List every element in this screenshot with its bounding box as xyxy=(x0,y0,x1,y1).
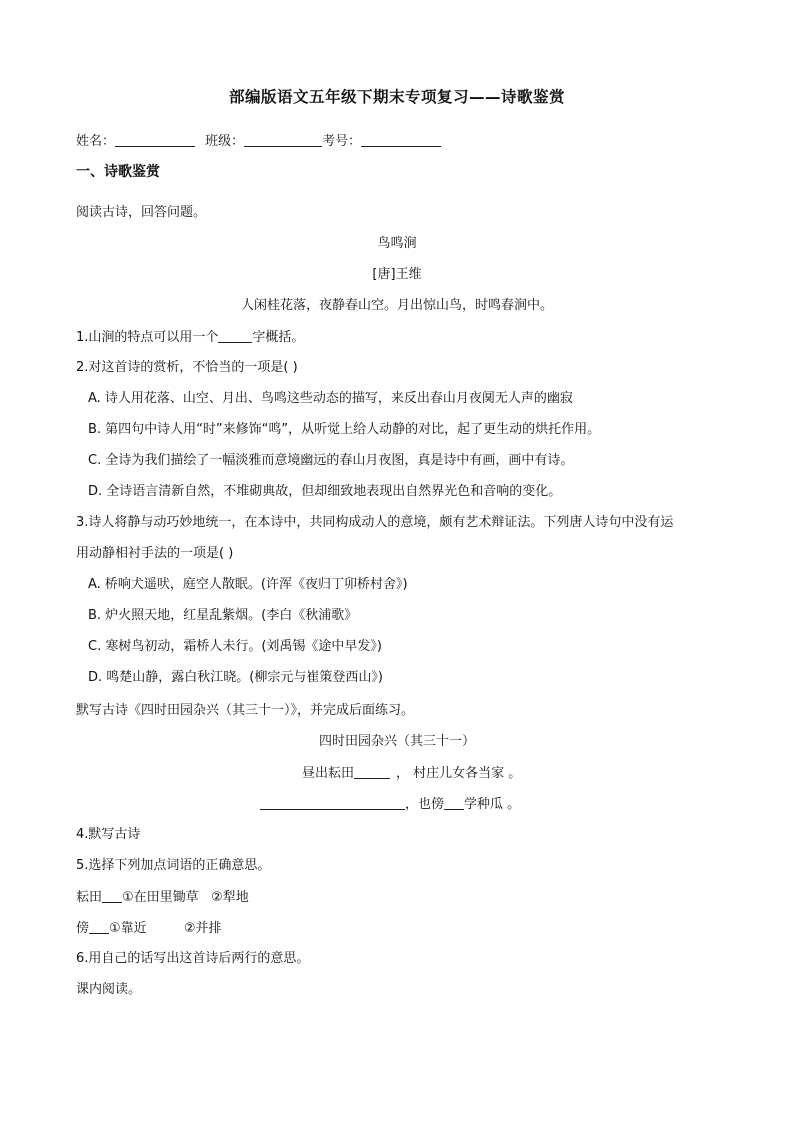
instruction-read-poem: 阅读古诗，回答问题。 xyxy=(76,205,207,220)
instruction-class-reading: 课内阅读。 xyxy=(76,982,142,997)
question-1-blank[interactable] xyxy=(218,328,252,343)
poem2-title: 四时田园杂兴（其三十一） xyxy=(318,734,475,749)
question-3-option-b: B. 炉火照天地，红星乱紫烟。(李白《秋浦歌》 xyxy=(88,608,358,623)
question-5-item-1 xyxy=(76,888,249,907)
poem2-line2 xyxy=(260,795,520,814)
question-4: 4.默写古诗 xyxy=(76,827,141,842)
question-5-item-2-word: 傍 xyxy=(76,921,90,936)
question-2-stem: 2.对这首诗的赏析，不恰当的一项是( ) xyxy=(76,360,298,375)
poem2-line1-blank[interactable] xyxy=(354,764,390,779)
question-2-option-c: C. 全诗为我们描绘了一幅淡雅而意境幽远的春山月夜图，真是诗中有画，画中有诗。 xyxy=(88,453,574,468)
question-5-item-2 xyxy=(76,919,222,938)
question-6: 6.用自己的话写出这首诗后两行的意思。 xyxy=(76,951,310,966)
question-3-stem-line2: 用动静相衬手法的一项是( ) xyxy=(76,546,234,561)
question-3-option-c: C. 寒树鸟初动，霜桥人未行。(刘禹锡《途中早发》) xyxy=(88,639,382,654)
name-label: 姓名： xyxy=(76,134,116,149)
question-3-stem-line1: 3.诗人将静与动巧妙地统一，在本诗中，共同构成动人的意境，颇有艺术辩证法。下列唐人诗句中没有运 xyxy=(76,515,674,530)
student-info-line xyxy=(76,132,441,151)
name-blank[interactable] xyxy=(115,132,195,147)
question-5-item-2-blank[interactable] xyxy=(89,919,109,934)
exam-blank[interactable] xyxy=(361,132,441,147)
question-5-item-1-choices: ①在田里锄草 ②犁地 xyxy=(122,890,249,905)
question-2-option-b: B. 第四句中诗人用“时”来修饰“鸣”，从听觉上给人动静的对比，起了更生动的烘托作用。 xyxy=(88,422,601,437)
poem2-line2-end: 学种瓜 。 xyxy=(464,797,521,812)
question-5-item-2-choices: ①靠近 ②并排 xyxy=(109,921,222,936)
class-label: 班级： xyxy=(205,134,245,149)
question-2-option-a: A. 诗人用花落、山空、月出、鸟鸣这些动态的描写，来反出春山月夜阒无人声的幽寂 xyxy=(88,391,573,406)
poem2-line1-end: ， 村庄儿女各当家 。 xyxy=(396,766,522,781)
question-3-option-a: A. 桥响犬遥吠，庭空人散眠。(许浑《夜归丁卯桥村舍》) xyxy=(88,577,408,592)
question-5: 5.选择下列加点词语的正确意思。 xyxy=(76,858,271,873)
page-title: 部编版语文五年级下期末专项复习——诗歌鉴赏 xyxy=(228,88,565,106)
poem2-line2-blank-2[interactable] xyxy=(444,795,464,810)
question-1-text-after: 字概括。 xyxy=(252,330,305,345)
instruction-dictation: 默写古诗《四时田园杂兴（其三十一）》，并完成后面练习。 xyxy=(76,703,415,718)
class-blank[interactable] xyxy=(244,132,322,147)
question-5-item-1-blank[interactable] xyxy=(102,888,122,903)
question-5-item-1-word: 耘田 xyxy=(76,890,103,905)
poem2-line2-blank[interactable] xyxy=(260,795,405,810)
question-1-text-before: 1.山涧的特点可以用一个 xyxy=(76,330,219,345)
poem2-line2-middle: ，也傍 xyxy=(405,797,445,812)
poem1-author: [唐]王维 xyxy=(372,267,422,282)
question-3-option-d: D. 鸣楚山静，露白秋江晓。(柳宗元与崔策登西山》) xyxy=(88,670,383,685)
question-1 xyxy=(76,328,304,347)
question-2-option-d: D. 全诗语言清新自然，不堆砌典故，但却细致地表现出自然界光色和音响的变化。 xyxy=(88,484,562,499)
exam-label: 考号： xyxy=(322,134,362,149)
poem2-line1 xyxy=(302,764,521,783)
poem2-line1-start: 昼出耘田 xyxy=(302,766,355,781)
poem1-title: 鸟鸣涧 xyxy=(377,236,417,251)
section-heading: 一、诗歌鉴赏 xyxy=(76,164,160,180)
poem1-text: 人闲桂花落，夜静春山空。月出惊山鸟，时鸣春涧中。 xyxy=(240,298,553,313)
